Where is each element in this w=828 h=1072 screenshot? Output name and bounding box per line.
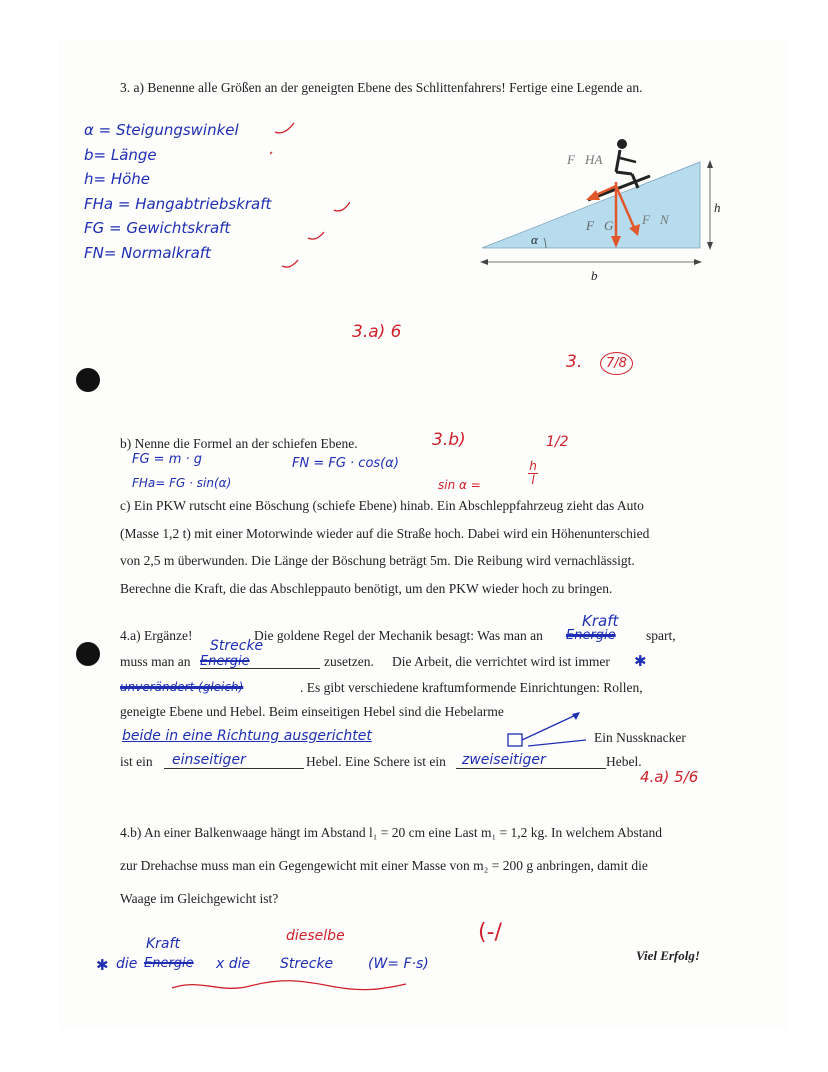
footer-star: ✱: [96, 956, 109, 974]
q3c-line-4: Berechne die Kraft, die das Abschleppauto benötigt, um den PKW wieder hoch zu bringen.: [120, 580, 613, 596]
q4a-text-5: Die Arbeit, die verrichtet wird ist immer: [392, 654, 610, 669]
q4a-text-4: zusetzen.: [324, 654, 374, 669]
footer-kraft: Kraft: [146, 936, 180, 952]
q3-total-number: 3.: [566, 352, 583, 372]
diagram-label-h: h: [714, 200, 721, 215]
q4a-text-8: Ein Nussknacker: [594, 730, 686, 745]
q4a-label: 4.a) Ergänze!: [120, 628, 193, 643]
legend-item-fg: FG = Gewichtskraft: [84, 219, 231, 237]
q4a-text-2: spart,: [646, 628, 676, 643]
q4b-line-2: zur Drehachse muss man ein Gegengewicht mit einer Masse von m₂ = 200 g anbringen, damit die: [120, 858, 648, 873]
legend-item-alpha: α = Steigungswinkel: [84, 121, 239, 139]
legend-item-fha: FHa = Hangabtriebskraft: [84, 194, 272, 213]
q3c-line-2: (Masse 1,2 t) mit einer Motorwinde wieder auf die Straße hoch. Dabei wird ein Höhenunterschied: [120, 525, 650, 541]
q4b-text: [120, 816, 662, 915]
sin-fraction-top: h: [529, 459, 537, 473]
diagram-label-b: b: [591, 268, 598, 283]
answer-richtung: beide in eine Richtung ausgerichtet: [122, 728, 372, 744]
q4a-text-6: . Es gibt verschiedene kraftumformende Einrichtungen: Rollen,: [300, 680, 643, 695]
q4a-text-11: Hebel.: [606, 754, 642, 769]
lever-sketch: [506, 712, 596, 752]
footer-x-die: x die: [216, 956, 251, 972]
answer-strecke: Strecke: [210, 638, 264, 654]
q4b-line-3: Waage im Gleichgewicht ist?: [120, 891, 279, 906]
answer-zweiseitig: zweiseitiger: [462, 752, 546, 768]
q3c-line-1: c) Ein PKW rutscht eine Böschung (schiefe Ebene) hinab. Ein Abschleppfahrzeug zieht das Auto: [120, 498, 644, 513]
footer-score: (-/: [478, 920, 502, 945]
punch-hole-bottom: [76, 642, 100, 666]
struck-energie-2: Energie: [200, 654, 250, 669]
q3a-prompt: 3. a) Benenne alle Größen an der geneigten Ebene des Schlittenfahrers! Fertige eine Legende an.: [120, 80, 643, 95]
q3c-text: [120, 492, 649, 602]
star-mark: ✱: [634, 652, 647, 670]
struck-unveraendert: unverändert (gleich): [120, 680, 244, 694]
diagram-label-fn: F⃗N: [642, 212, 669, 227]
sin-note: sin α =: [438, 478, 481, 492]
footer-strecke: Strecke: [280, 956, 334, 972]
legend-item-b: b= Länge: [84, 145, 157, 164]
q4a-text-9: ist ein: [120, 754, 153, 769]
blank-zweiseitig: [456, 768, 606, 769]
q3a-legend: [84, 118, 271, 265]
footer-die: die: [116, 956, 138, 972]
q4b-line-1: 4.b) An einer Balkenwaage hängt im Abstand l₁ = 20 cm eine Last m₁ = 1,2 kg. In welchem Abstand: [120, 825, 663, 840]
sin-fraction: [528, 460, 538, 487]
q3b-score: 1/2: [546, 434, 569, 450]
footer-formula: (W= F·s): [368, 956, 429, 972]
red-checkmarks: [270, 118, 350, 288]
diagram-label-fha: F⃗HA: [567, 152, 603, 167]
q4a-text-10: Hebel. Eine Schere ist ein: [306, 754, 446, 769]
sin-fraction-bottom: l: [531, 473, 535, 487]
struck-energie-1: Energie: [566, 628, 616, 643]
diagram-label-alpha: α: [531, 232, 538, 247]
red-squiggle: [170, 976, 410, 996]
q4a-text-1: Die goldene Regel der Mechanik besagt: Was man an: [254, 628, 543, 643]
q4a-score: 4.a) 5/6: [640, 768, 699, 786]
closing-text: Viel Erfolg!: [636, 948, 700, 963]
punch-hole-top: [76, 368, 100, 392]
q3b-prompt: b) Nenne die Formel an der schiefen Ebene.: [120, 436, 358, 451]
formula-fn: FN = FG · cos(α): [292, 456, 399, 471]
q3a-score: 3.a) 6: [352, 322, 402, 342]
q3-total-score: 7/8: [600, 352, 633, 375]
q4a-text-7: geneigte Ebene und Hebel. Beim einseitigen Hebel sind die Hebelarme: [120, 704, 504, 719]
legend-item-fn: FN= Normalkraft: [84, 243, 211, 262]
q3b-note: 3.b): [432, 430, 466, 450]
answer-kraft: Kraft: [582, 612, 619, 630]
q4a-text-3: muss man an: [120, 654, 191, 669]
footer-dieselbe: dieselbe: [286, 928, 345, 944]
answer-einseitig: einseitiger: [172, 752, 246, 768]
blank-einseitig: [164, 768, 304, 769]
formula-fha: FHa= FG · sin(α): [132, 476, 232, 490]
q3c-line-3: von 2,5 m überwunden. Die Länge der Böschung beträgt 5m. Die Reibung wird vernachlässigt.: [120, 553, 635, 568]
footer-struck-energie: Energie: [144, 956, 194, 971]
diagram-label-fg: F⃗G: [586, 218, 614, 233]
formula-fg: FG = m · g: [132, 452, 203, 467]
legend-item-h: h= Höhe: [84, 170, 151, 188]
